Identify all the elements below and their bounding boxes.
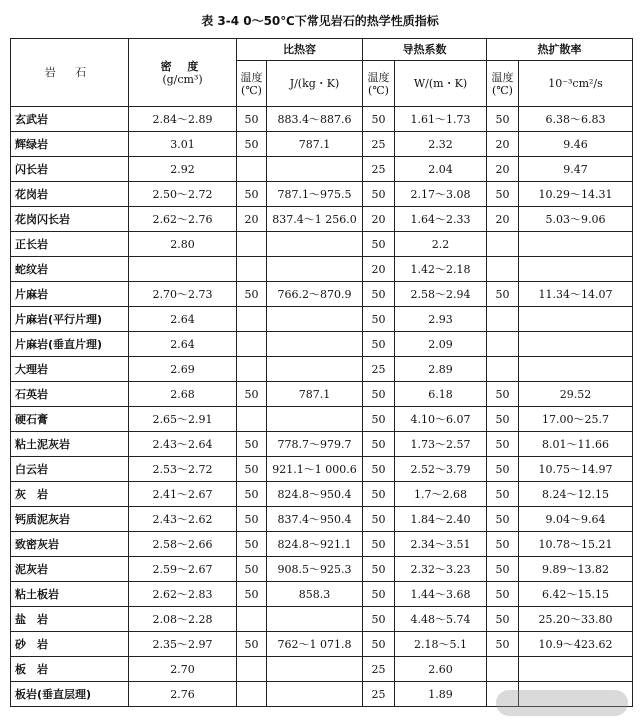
cell-sh-temp: 50 [237, 482, 267, 507]
cell-diffusivity: 11.34～14.07 [519, 282, 633, 307]
table-row [11, 507, 633, 532]
header-temp-unit: (℃) [241, 83, 262, 97]
cell-conductivity: 2.58～2.94 [395, 282, 487, 307]
cell-specific-heat: 908.5～925.3 [267, 557, 363, 582]
cell-sh-temp [237, 607, 267, 632]
cell-density: 2.62～2.83 [129, 582, 237, 607]
cell-conductivity: 1.84～2.40 [395, 507, 487, 532]
cell-specific-heat: 824.8～921.1 [267, 532, 363, 557]
cell-specific-heat [267, 407, 363, 432]
cell-diffusivity: 25.20～33.80 [519, 607, 633, 632]
cell-specific-heat: 787.1～975.5 [267, 182, 363, 207]
cell-diff-temp: 50 [487, 532, 519, 557]
cell-density: 2.64 [129, 332, 237, 357]
cell-specific-heat: 837.4～950.4 [267, 507, 363, 532]
cell-diff-temp: 50 [487, 482, 519, 507]
cell-diff-temp: 50 [487, 107, 519, 132]
header-temp-label: 温度 [240, 70, 263, 84]
cell-specific-heat: 766.2～870.9 [267, 282, 363, 307]
table-row [11, 482, 633, 507]
cell-cond-temp: 50 [363, 107, 395, 132]
cell-density: 2.08～2.28 [129, 607, 237, 632]
cell-sh-temp: 50 [237, 282, 267, 307]
cell-cond-temp: 50 [363, 457, 395, 482]
cell-density: 2.53～2.72 [129, 457, 237, 482]
cell-conductivity: 2.34～3.51 [395, 532, 487, 557]
table-row [11, 632, 633, 657]
cell-diff-temp [487, 332, 519, 357]
cell-conductivity: 2.60 [395, 657, 487, 682]
cell-diff-temp [487, 257, 519, 282]
cell-cond-temp: 50 [363, 282, 395, 307]
cell-diff-temp: 20 [487, 132, 519, 157]
cell-rock-name: 盐 岩 [11, 607, 129, 632]
cell-cond-temp: 50 [363, 332, 395, 357]
cell-cond-temp: 50 [363, 407, 395, 432]
cell-diffusivity: 10.78～15.21 [519, 532, 633, 557]
cell-sh-temp: 50 [237, 532, 267, 557]
cell-specific-heat [267, 357, 363, 382]
cell-diff-temp: 50 [487, 182, 519, 207]
table-row [11, 307, 633, 332]
cell-diffusivity: 5.03～9.06 [519, 207, 633, 232]
cell-diffusivity: 6.38～6.83 [519, 107, 633, 132]
table-row [11, 582, 633, 607]
cell-diffusivity: 9.89～13.82 [519, 557, 633, 582]
table-row [11, 357, 633, 382]
table-caption: 表 3-4 0～50℃下常见岩石的热学性质指标 [201, 14, 439, 28]
cell-conductivity: 2.04 [395, 157, 487, 182]
cell-cond-temp: 20 [363, 257, 395, 282]
cell-conductivity: 2.93 [395, 307, 487, 332]
cell-cond-temp: 50 [363, 307, 395, 332]
cell-diffusivity [519, 232, 633, 257]
header-temp-label: 温度 [491, 70, 514, 84]
cell-rock-name: 致密灰岩 [11, 532, 129, 557]
cell-cond-temp: 50 [363, 182, 395, 207]
cell-rock-name: 玄武岩 [11, 107, 129, 132]
cell-cond-temp: 25 [363, 682, 395, 707]
table-row [11, 282, 633, 307]
cell-specific-heat [267, 232, 363, 257]
cell-density: 2.68 [129, 382, 237, 407]
cell-rock-name: 灰 岩 [11, 482, 129, 507]
cell-specific-heat [267, 257, 363, 282]
cell-diffusivity: 10.29～14.31 [519, 182, 633, 207]
cell-diffusivity: 10.75～14.97 [519, 457, 633, 482]
header-rock: 岩 石 [11, 39, 129, 107]
cell-conductivity: 4.10～6.07 [395, 407, 487, 432]
cell-sh-temp: 50 [237, 132, 267, 157]
cell-rock-name: 片麻岩(垂直片理) [11, 332, 129, 357]
cell-sh-temp: 50 [237, 457, 267, 482]
cell-rock-name: 粘土泥灰岩 [11, 432, 129, 457]
table-row [11, 432, 633, 457]
cell-cond-temp: 25 [363, 157, 395, 182]
cell-rock-name: 白云岩 [11, 457, 129, 482]
cell-specific-heat [267, 657, 363, 682]
cell-diff-temp: 50 [487, 282, 519, 307]
cell-diff-temp: 50 [487, 507, 519, 532]
cell-density: 2.84～2.89 [129, 107, 237, 132]
cell-diffusivity [519, 357, 633, 382]
cell-diff-temp: 20 [487, 207, 519, 232]
cell-rock-name: 片麻岩 [11, 282, 129, 307]
table-row [11, 557, 633, 582]
cell-cond-temp: 50 [363, 482, 395, 507]
cell-conductivity: 2.2 [395, 232, 487, 257]
cell-sh-temp [237, 232, 267, 257]
cell-rock-name: 花岗岩 [11, 182, 129, 207]
cell-sh-temp: 50 [237, 582, 267, 607]
cell-cond-temp: 50 [363, 507, 395, 532]
cell-density: 2.58～2.66 [129, 532, 237, 557]
cell-diff-temp [487, 232, 519, 257]
cell-diff-temp: 50 [487, 407, 519, 432]
cell-sh-temp [237, 307, 267, 332]
cell-cond-temp: 20 [363, 207, 395, 232]
cell-conductivity: 1.89 [395, 682, 487, 707]
cell-cond-temp: 50 [363, 582, 395, 607]
cell-conductivity: 4.48～5.74 [395, 607, 487, 632]
cell-diff-temp: 50 [487, 432, 519, 457]
cell-conductivity: 2.17～3.08 [395, 182, 487, 207]
header-cond-unit: W/(m・K) [395, 61, 487, 107]
cell-density: 2.70 [129, 657, 237, 682]
table-row [11, 107, 633, 132]
table-row [11, 332, 633, 357]
header-diffusivity: 热扩散率 [487, 39, 633, 61]
cell-rock-name: 闪长岩 [11, 157, 129, 182]
cell-conductivity: 2.32～3.23 [395, 557, 487, 582]
header-sh-unit: J/(kg・K) [267, 61, 363, 107]
cell-rock-name: 蛇纹岩 [11, 257, 129, 282]
table-row [11, 657, 633, 682]
cell-conductivity: 1.61～1.73 [395, 107, 487, 132]
cell-rock-name: 花岗闪长岩 [11, 207, 129, 232]
header-conductivity: 导热系数 [363, 39, 487, 61]
cell-cond-temp: 25 [363, 657, 395, 682]
header-temp-unit: (℃) [368, 83, 389, 97]
cell-rock-name: 硬石膏 [11, 407, 129, 432]
table-row [11, 207, 633, 232]
cell-diff-temp: 20 [487, 157, 519, 182]
cell-density: 2.50～2.72 [129, 182, 237, 207]
cell-sh-temp: 50 [237, 107, 267, 132]
cell-density: 2.69 [129, 357, 237, 382]
cell-diffusivity: 17.00～25.7 [519, 407, 633, 432]
cell-rock-name: 粘土板岩 [11, 582, 129, 607]
header-density [129, 39, 237, 107]
cell-conductivity: 2.52～3.79 [395, 457, 487, 482]
cell-cond-temp: 50 [363, 432, 395, 457]
cell-sh-temp: 50 [237, 632, 267, 657]
cell-sh-temp: 50 [237, 557, 267, 582]
cell-diffusivity: 29.52 [519, 382, 633, 407]
cell-rock-name: 钙质泥灰岩 [11, 507, 129, 532]
cell-diffusivity: 9.04～9.64 [519, 507, 633, 532]
header-density-unit: (g/cm³) [162, 72, 203, 86]
cell-cond-temp: 50 [363, 632, 395, 657]
cell-sh-temp [237, 357, 267, 382]
cell-diff-temp: 50 [487, 632, 519, 657]
cell-density: 2.43～2.62 [129, 507, 237, 532]
cell-diff-temp [487, 357, 519, 382]
cell-diffusivity [519, 307, 633, 332]
cell-specific-heat: 858.3 [267, 582, 363, 607]
cell-density [129, 257, 237, 282]
cell-sh-temp [237, 332, 267, 357]
cell-diff-temp: 50 [487, 382, 519, 407]
cell-specific-heat [267, 607, 363, 632]
table-row [11, 532, 633, 557]
table-row [11, 257, 633, 282]
cell-sh-temp: 50 [237, 432, 267, 457]
table-row [11, 232, 633, 257]
cell-sh-temp: 50 [237, 182, 267, 207]
cell-specific-heat: 883.4～887.6 [267, 107, 363, 132]
cell-diffusivity: 8.01～11.66 [519, 432, 633, 457]
cell-specific-heat [267, 682, 363, 707]
cell-conductivity: 2.32 [395, 132, 487, 157]
cell-density: 2.35～2.97 [129, 632, 237, 657]
cell-density: 2.59～2.67 [129, 557, 237, 582]
cell-diffusivity: 9.46 [519, 132, 633, 157]
cell-density: 2.64 [129, 307, 237, 332]
cell-diff-temp [487, 307, 519, 332]
cell-diffusivity: 9.47 [519, 157, 633, 182]
cell-conductivity: 6.18 [395, 382, 487, 407]
cell-diffusivity [519, 257, 633, 282]
cell-specific-heat [267, 307, 363, 332]
cell-rock-name: 辉绿岩 [11, 132, 129, 157]
cell-sh-temp: 50 [237, 382, 267, 407]
cell-diffusivity: 8.24～12.15 [519, 482, 633, 507]
cell-sh-temp [237, 657, 267, 682]
cell-conductivity: 1.42～2.18 [395, 257, 487, 282]
cell-cond-temp: 50 [363, 532, 395, 557]
table-row [11, 407, 633, 432]
cell-density: 2.70～2.73 [129, 282, 237, 307]
cell-density: 2.41～2.67 [129, 482, 237, 507]
cell-diff-temp: 50 [487, 457, 519, 482]
cell-conductivity: 2.89 [395, 357, 487, 382]
cell-diff-temp [487, 657, 519, 682]
cell-diff-temp: 50 [487, 607, 519, 632]
cell-conductivity: 1.73～2.57 [395, 432, 487, 457]
cell-rock-name: 板 岩 [11, 657, 129, 682]
cell-conductivity: 1.7～2.68 [395, 482, 487, 507]
header-temp-label: 温度 [367, 70, 390, 84]
cell-conductivity: 2.18～5.1 [395, 632, 487, 657]
table-row [11, 607, 633, 632]
cell-conductivity: 1.44～3.68 [395, 582, 487, 607]
cell-diffusivity [519, 332, 633, 357]
cell-specific-heat: 778.7～979.7 [267, 432, 363, 457]
cell-diffusivity: 6.42～15.15 [519, 582, 633, 607]
header-sh-temp [237, 61, 267, 107]
table-row [11, 182, 633, 207]
cell-specific-heat: 762～1 071.8 [267, 632, 363, 657]
header-cond-temp [363, 61, 395, 107]
cell-conductivity: 1.64～2.33 [395, 207, 487, 232]
cell-rock-name: 片麻岩(平行片理) [11, 307, 129, 332]
cell-cond-temp: 50 [363, 607, 395, 632]
cell-cond-temp: 25 [363, 357, 395, 382]
rock-thermal-properties-table [10, 38, 633, 707]
header-density-label: 密 度 [160, 59, 205, 73]
cell-rock-name: 正长岩 [11, 232, 129, 257]
cell-specific-heat: 837.4～1 256.0 [267, 207, 363, 232]
cell-rock-name: 石英岩 [11, 382, 129, 407]
table-row [11, 457, 633, 482]
cell-specific-heat [267, 157, 363, 182]
cell-cond-temp: 25 [363, 132, 395, 157]
table-row [11, 157, 633, 182]
cell-diff-temp: 50 [487, 557, 519, 582]
cell-sh-temp [237, 157, 267, 182]
cell-density: 2.65～2.91 [129, 407, 237, 432]
cell-diff-temp: 50 [487, 582, 519, 607]
cell-density: 3.01 [129, 132, 237, 157]
cell-density: 2.43～2.64 [129, 432, 237, 457]
header-diff-temp [487, 61, 519, 107]
cell-specific-heat: 824.8～950.4 [267, 482, 363, 507]
header-temp-unit: (℃) [492, 83, 513, 97]
cell-sh-temp: 20 [237, 207, 267, 232]
cell-specific-heat [267, 332, 363, 357]
cell-density: 2.76 [129, 682, 237, 707]
cell-cond-temp: 50 [363, 232, 395, 257]
cell-conductivity: 2.09 [395, 332, 487, 357]
header-diff-unit: 10⁻³cm²/s [519, 61, 633, 107]
watermark-overlay [496, 690, 628, 716]
cell-specific-heat: 787.1 [267, 382, 363, 407]
cell-diffusivity [519, 657, 633, 682]
header-specific-heat: 比热容 [237, 39, 363, 61]
cell-specific-heat: 921.1～1 000.6 [267, 457, 363, 482]
table-row [11, 132, 633, 157]
cell-sh-temp: 50 [237, 507, 267, 532]
table-body [11, 107, 633, 707]
cell-rock-name: 砂 岩 [11, 632, 129, 657]
cell-density: 2.92 [129, 157, 237, 182]
cell-cond-temp: 50 [363, 557, 395, 582]
cell-cond-temp: 50 [363, 382, 395, 407]
cell-rock-name: 板岩(垂直层理) [11, 682, 129, 707]
cell-sh-temp [237, 257, 267, 282]
table-row [11, 382, 633, 407]
cell-specific-heat: 787.1 [267, 132, 363, 157]
cell-sh-temp [237, 682, 267, 707]
cell-sh-temp [237, 407, 267, 432]
cell-density: 2.62～2.76 [129, 207, 237, 232]
cell-rock-name: 大理岩 [11, 357, 129, 382]
cell-rock-name: 泥灰岩 [11, 557, 129, 582]
cell-diffusivity: 10.9～423.62 [519, 632, 633, 657]
cell-density: 2.80 [129, 232, 237, 257]
